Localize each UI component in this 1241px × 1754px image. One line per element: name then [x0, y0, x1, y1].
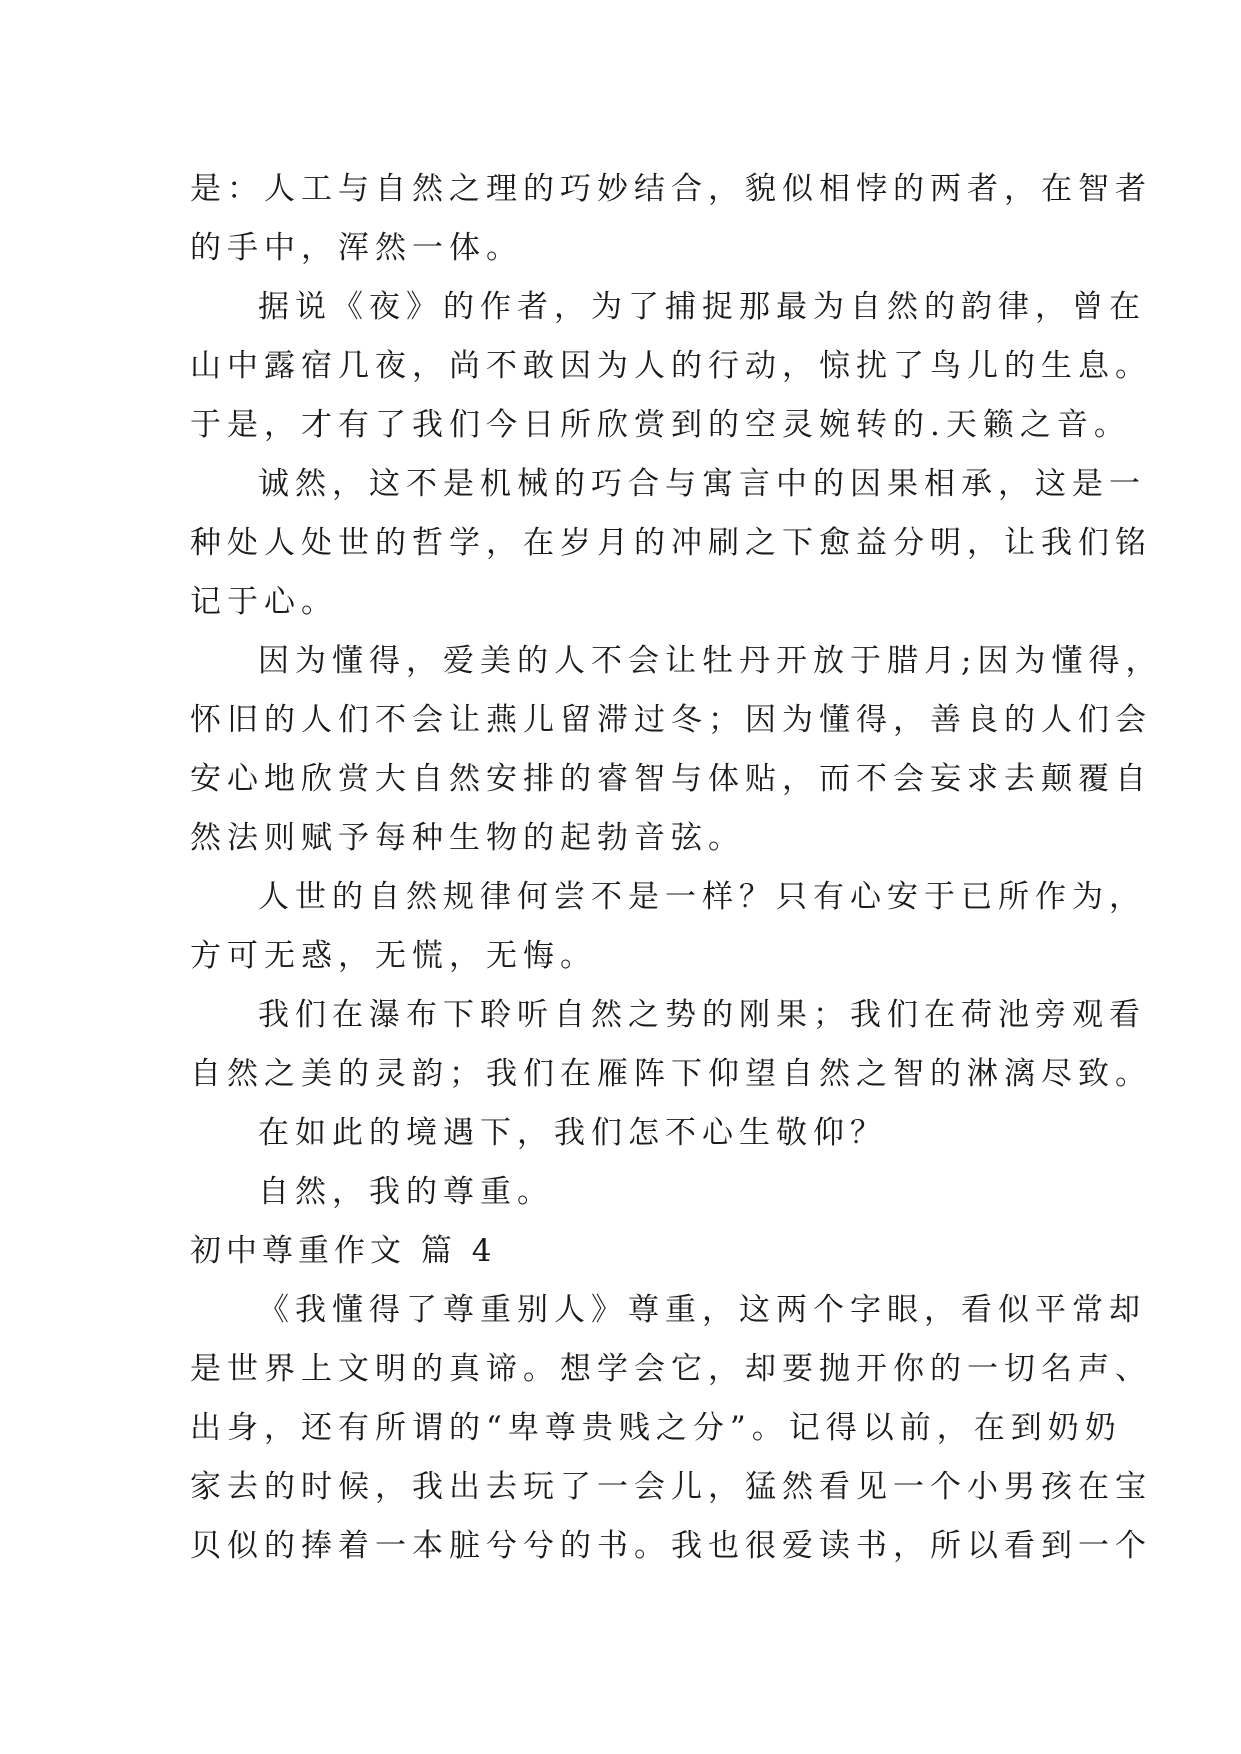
- text-line: 自然之美的灵韵；我们在雁阵下仰望自然之智的淋漓尽致。: [190, 1056, 1152, 1092]
- text-line: 安心地欣赏大自然安排的睿智与体贴，而不会妄求去颠覆自: [190, 761, 1152, 797]
- text-line: 诚然，这不是机械的巧合与寓言中的因果相承，这是一: [258, 466, 1146, 502]
- text-line: 出身，还有所谓的“卑尊贵贱之分”。记得以前，在到奶奶: [190, 1410, 1122, 1446]
- text-line: 怀旧的人们不会让燕儿留滞过冬；因为懂得，善良的人们会: [190, 702, 1152, 738]
- text-line: 人世的自然规律何尝不是一样？只有心安于已所作为，: [258, 879, 1146, 915]
- section-heading: 初中尊重作文 篇 4: [190, 1233, 497, 1269]
- text-line: 记于心。: [190, 584, 338, 620]
- text-line: 种处人处世的哲学，在岁月的冲刷之下愈益分明，让我们铭: [190, 525, 1152, 561]
- text-line: 的手中，浑然一体。: [190, 230, 523, 266]
- text-line: 家去的时候，我出去玩了一会儿，猛然看见一个小男孩在宝: [190, 1469, 1152, 1505]
- text-line: 是：人工与自然之理的巧妙结合，貌似相悖的两者，在智者: [190, 171, 1152, 207]
- text-line: 自然，我的尊重。: [258, 1174, 554, 1210]
- text-line: 方可无惑，无慌，无悔。: [190, 938, 597, 974]
- text-line: 是世界上文明的真谛。想学会它，却要抛开你的一切名声、: [190, 1351, 1152, 1387]
- text-line: 《我懂得了尊重别人》尊重，这两个字眼，看似平常却: [258, 1292, 1146, 1328]
- text-line: 因为懂得，爱美的人不会让牡丹开放于腊月;因为懂得，: [258, 643, 1163, 679]
- document-body: [190, 160, 1163, 1576]
- text-line: 贝似的捧着一本脏兮兮的书。我也很爱读书，所以看到一个: [190, 1528, 1152, 1564]
- text-line: 于是，才有了我们今日所欣赏到的空灵婉转的.天籁之音。: [190, 407, 1131, 443]
- text-line: 据说《夜》的作者，为了捕捉那最为自然的韵律，曾在: [258, 289, 1146, 325]
- text-line: 在如此的境遇下，我们怎不心生敬仰？: [258, 1115, 887, 1151]
- text-line: 然法则赋予每种生物的起勃音弦。: [190, 820, 745, 856]
- text-line: 我们在瀑布下聆听自然之势的刚果；我们在荷池旁观看: [258, 997, 1146, 1033]
- text-line: 山中露宿几夜，尚不敢因为人的行动，惊扰了鸟儿的生息。: [190, 348, 1152, 384]
